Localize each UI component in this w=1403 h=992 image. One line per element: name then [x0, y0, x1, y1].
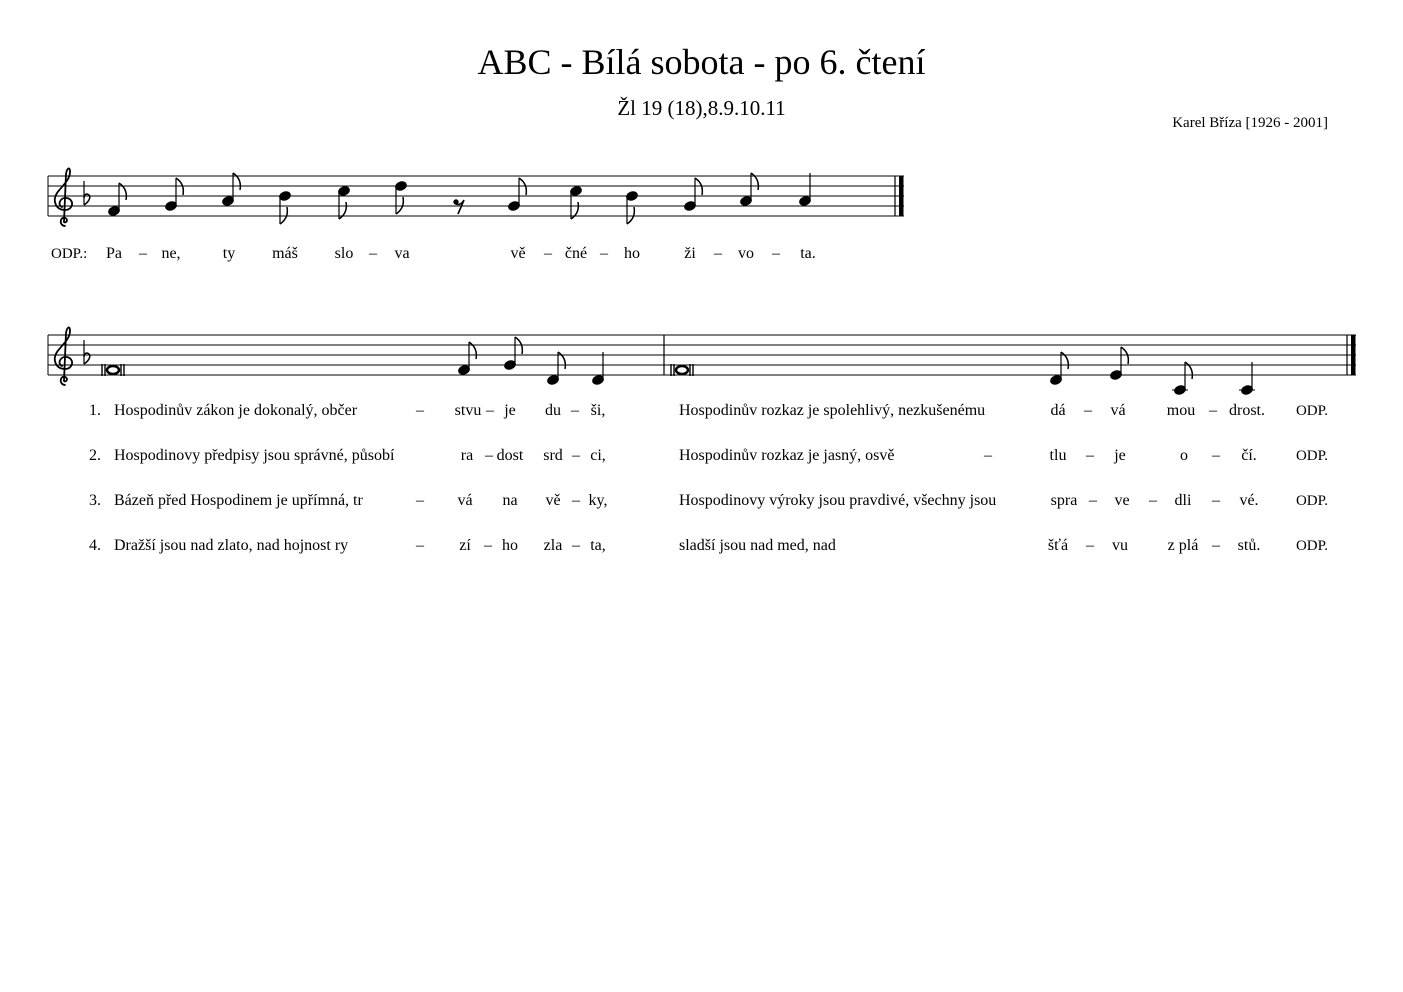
- lyric-syllable: vu: [1112, 537, 1128, 554]
- lyric-hyphen: –: [1212, 537, 1220, 554]
- verse-1: [89, 402, 1328, 419]
- note: [683, 178, 702, 212]
- verse-3: [89, 492, 1328, 509]
- verse-text-second: sladší jsou nad med, nad: [679, 537, 836, 554]
- lyric-hyphen: –: [486, 402, 494, 419]
- lyric-syllable: vá: [457, 492, 473, 509]
- note: [221, 173, 240, 207]
- verse-text-first: Bázeň před Hospodinem je upřímná, tr: [114, 492, 363, 509]
- lyric-syllable: va: [394, 245, 410, 262]
- note: [107, 183, 126, 217]
- lyric-hyphen: –: [772, 245, 780, 262]
- lyric-hyphen: –: [571, 402, 579, 419]
- note: [337, 185, 350, 219]
- response-mark: ODP.: [1295, 448, 1329, 464]
- response-mark: ODP.: [1295, 493, 1329, 509]
- note: [507, 178, 526, 212]
- lyric-syllable: vo: [738, 245, 754, 262]
- lyric-syllable: tlu: [1049, 447, 1067, 464]
- lyric-hyphen: –: [600, 245, 608, 262]
- page-title: ABC - Bílá sobota - po 6. čtení: [477, 42, 926, 82]
- lyric-hyphen: –: [1084, 402, 1092, 419]
- treble-clef-icon: [55, 168, 72, 226]
- note: [278, 190, 291, 224]
- note: [591, 352, 604, 386]
- lyric-syllable: ši,: [590, 402, 606, 419]
- lyric-syllable: ve: [1114, 492, 1130, 509]
- lyric-hyphen: –: [1086, 447, 1094, 464]
- lyric-hyphen: –: [1212, 447, 1220, 464]
- lyric-hyphen: –: [369, 245, 377, 262]
- lyric-syllable: vá: [1110, 402, 1126, 419]
- lyric-syllable: máš: [272, 245, 298, 262]
- note: [1239, 362, 1255, 396]
- lyric-hyphen: –: [544, 245, 552, 262]
- lyric-syllable: dá: [1050, 402, 1066, 419]
- lyric-syllable: ho: [502, 537, 518, 554]
- verse-notes: [102, 337, 1255, 396]
- note: [1172, 362, 1192, 396]
- lyric-syllable: vě: [510, 245, 526, 262]
- lyric-hyphen: –: [416, 402, 424, 419]
- lyric-hyphen: –: [1086, 537, 1094, 554]
- lyric-syllable: o: [1180, 447, 1188, 464]
- lyric-syllable: Pa: [106, 245, 122, 262]
- refrain-label: ODP.:: [51, 246, 88, 262]
- lyric-syllable: ži: [684, 245, 696, 262]
- lyric-syllable: na: [502, 492, 518, 509]
- note: [1109, 347, 1128, 381]
- note: [546, 352, 565, 386]
- staff-verses: [48, 327, 1356, 395]
- verse-text-first: Hospodinovy předpisy jsou správné, působí: [114, 447, 395, 464]
- lyric-syllable: ra: [460, 447, 474, 464]
- final-barline: [1351, 335, 1356, 375]
- lyric-syllable: du: [545, 402, 561, 419]
- lyric-hyphen: –: [484, 537, 492, 554]
- lyric-hyphen: –: [572, 447, 580, 464]
- lyric-syllable: stvu: [454, 402, 482, 419]
- verse-4: [89, 537, 1328, 554]
- lyric-syllable: mou: [1166, 402, 1196, 419]
- note: [569, 185, 582, 219]
- lyric-syllable: dli: [1174, 492, 1192, 509]
- verse-text-second: Hospodinovy výroky jsou pravdivé, všechny jsou: [679, 492, 997, 509]
- note: [164, 178, 183, 212]
- lyric-syllable: ta,: [590, 537, 606, 554]
- lyric-syllable: srd: [543, 447, 563, 464]
- lyric-hyphen: –: [139, 245, 147, 262]
- lyric-syllable: čné: [564, 245, 588, 262]
- lyric-hyphen: –: [1209, 402, 1217, 419]
- note: [739, 173, 758, 207]
- note: [625, 190, 638, 224]
- final-barline: [899, 176, 904, 216]
- lyric-hyphen: –: [485, 447, 493, 464]
- verse-number: 2.: [89, 447, 101, 464]
- verse-text-second: Hospodinův rozkaz je jasný, osvě: [679, 447, 895, 464]
- composer: Karel Bříza [1926 - 2001]: [1172, 115, 1328, 131]
- lyric-syllable: dost: [496, 447, 524, 464]
- eighth-rest-icon: [454, 200, 464, 214]
- lyric-syllable: spra: [1050, 492, 1078, 509]
- flat-icon: [84, 181, 90, 205]
- lyric-syllable: je: [504, 402, 516, 419]
- lyric-syllable: ty: [222, 245, 236, 262]
- verse-2: [89, 447, 1328, 464]
- lyric-hyphen: –: [1212, 492, 1220, 509]
- note: [394, 180, 407, 214]
- lyric-syllable: šťá: [1047, 537, 1069, 554]
- lyric-syllable: drost.: [1229, 402, 1265, 419]
- lyric-syllable: zla: [543, 537, 563, 554]
- lyric-syllable: čí.: [1241, 447, 1257, 464]
- lyric-syllable: vé.: [1239, 492, 1259, 509]
- lyric-hyphen: –: [984, 447, 992, 464]
- verse-text-first: Dražší jsou nad zlato, nad hojnost ry: [114, 537, 349, 554]
- lyric-hyphen: –: [572, 492, 580, 509]
- lyric-syllable: z plá: [1167, 537, 1199, 554]
- lyric-syllable: ta.: [800, 245, 816, 262]
- lyric-syllable: slo: [334, 245, 354, 262]
- treble-clef-icon: [55, 327, 72, 385]
- verse-number: 4.: [89, 537, 101, 554]
- note: [798, 173, 811, 207]
- lyric-syllable: ho: [624, 245, 640, 262]
- staff-refrain: [48, 168, 904, 226]
- verse-number: 3.: [89, 492, 101, 509]
- refrain-lyrics: [51, 245, 816, 262]
- lyric-hyphen: –: [1089, 492, 1097, 509]
- lyric-syllable: ky,: [588, 492, 608, 509]
- verse-text-second: Hospodinův rozkaz je spolehlivý, nezkušenému: [679, 402, 986, 419]
- lyric-syllable: ne,: [161, 245, 181, 262]
- verse-number: 1.: [89, 402, 101, 419]
- lyric-syllable: ci,: [590, 447, 606, 464]
- lyric-syllable: je: [1114, 447, 1126, 464]
- lyric-syllable: stů.: [1237, 537, 1261, 554]
- psalm-reference: Žl 19 (18),8.9.10.11: [617, 96, 786, 120]
- lyric-hyphen: –: [416, 492, 424, 509]
- lyric-syllable: zí: [459, 537, 471, 554]
- lyric-hyphen: –: [572, 537, 580, 554]
- breve-note: [671, 364, 693, 376]
- note: [1049, 352, 1068, 386]
- flat-icon: [84, 340, 90, 364]
- verse-text-first: Hospodinův zákon je dokonalý, občer: [114, 402, 358, 419]
- lyric-syllable: vě: [545, 492, 561, 509]
- note: [503, 337, 522, 371]
- response-mark: ODP.: [1295, 403, 1329, 419]
- response-mark: ODP.: [1295, 538, 1329, 554]
- lyric-hyphen: –: [1149, 492, 1157, 509]
- lyric-hyphen: –: [416, 537, 424, 554]
- breve-note: [102, 364, 124, 376]
- note: [457, 342, 476, 376]
- lyric-hyphen: –: [714, 245, 722, 262]
